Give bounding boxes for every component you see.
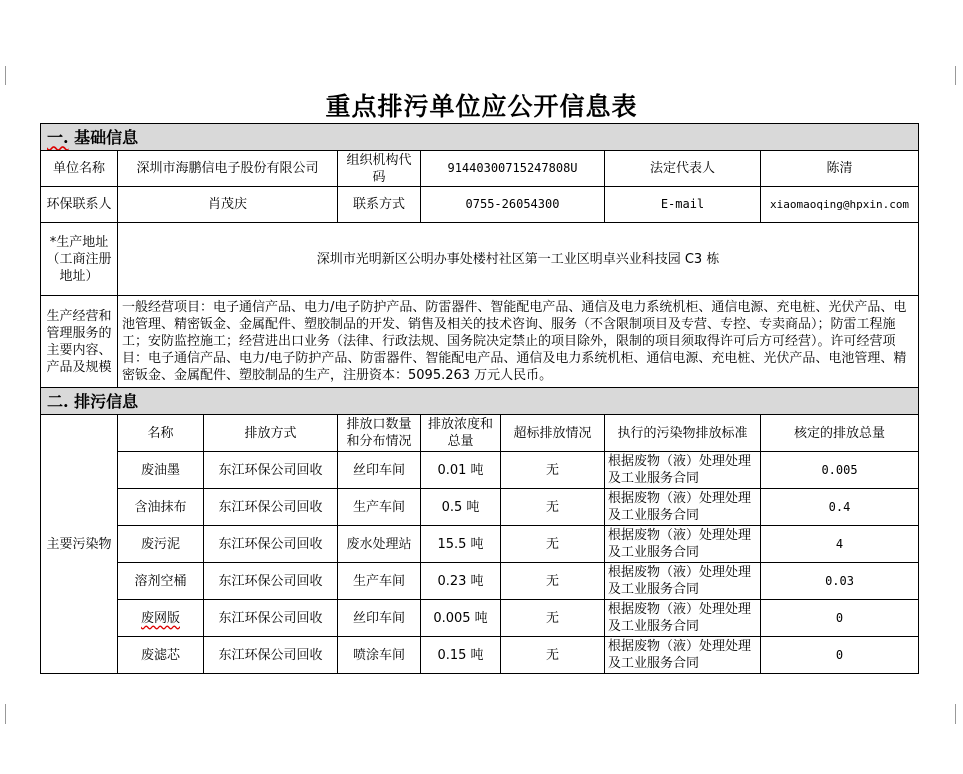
table-row	[41, 563, 919, 600]
table-row	[41, 600, 919, 637]
approved-total: 0	[761, 600, 919, 637]
pollutant-name: 废污泥	[118, 526, 204, 563]
discharge-amount: 0.005 吨	[421, 600, 501, 637]
exceed-status: 无	[501, 452, 605, 489]
page-corner-mark	[5, 704, 6, 724]
pollutant-name: 溶剂空桶	[118, 563, 204, 600]
approved-total: 0.005	[761, 452, 919, 489]
unit-name-value: 深圳市海鹏信电子股份有限公司	[118, 151, 338, 187]
discharge-method: 东江环保公司回收	[204, 452, 338, 489]
section-header-pollution	[41, 388, 919, 415]
email-value: xiaomaoqing@hpxin.com	[761, 187, 919, 223]
pollutant-name: 含油抹布	[118, 489, 204, 526]
exceed-status: 无	[501, 600, 605, 637]
exceed-status: 无	[501, 526, 605, 563]
org-code-label: 组织机构代码	[338, 151, 421, 187]
page-corner-mark	[5, 66, 6, 85]
discharge-method: 东江环保公司回收	[204, 637, 338, 674]
section-title: 排污信息	[74, 391, 139, 411]
discharge-outlet: 丝印车间	[338, 452, 421, 489]
info-table	[40, 123, 919, 674]
page-corner-mark	[955, 66, 956, 85]
discharge-amount: 0.5 吨	[421, 489, 501, 526]
column-header: 超标排放情况	[501, 415, 605, 452]
discharge-amount: 0.15 吨	[421, 637, 501, 674]
discharge-standard: 根据废物（液）处理处理及工业服务合同	[605, 563, 761, 600]
env-contact-label: 环保联系人	[41, 187, 118, 223]
approved-total: 4	[761, 526, 919, 563]
approved-total: 0	[761, 637, 919, 674]
column-header: 名称	[118, 415, 204, 452]
discharge-method: 东江环保公司回收	[204, 563, 338, 600]
pollutant-name: 废油墨	[118, 452, 204, 489]
business-scope-text: 一般经营项目：电子通信产品、电力/电子防护产品、防雷器件、智能配电产品、通信及电力系统机柜、通信电源、充电桩、光伏产品、电池管理、精密钣金、金属配件、塑胶制品的开发、销售及相关的技术咨询、服务（不含限制项目及专营、专控、专卖商品）；防雷工程施工；安防监控施工；经营进出口业务（法律、行政法规、国务院决定禁止的项目除外，限制的项目须取得许可后方可经营）。许可经营项目：电子通信产品、电力/电子防护产品、防雷器件、智能配电产品、通信及电力系统机柜、通信电源、充电桩、光伏产品、电池管理、精密钣金、金属配件、塑胶制品的生产，注册资本：5095.263 万元人民币。	[118, 296, 919, 388]
business-scope-label: 生产经营和管理服务的主要内容、产品及规模	[41, 296, 118, 388]
discharge-outlet: 生产车间	[338, 563, 421, 600]
discharge-outlet: 喷涂车间	[338, 637, 421, 674]
discharge-method: 东江环保公司回收	[204, 600, 338, 637]
discharge-standard: 根据废物（液）处理处理及工业服务合同	[605, 637, 761, 674]
exceed-status: 无	[501, 489, 605, 526]
discharge-method: 东江环保公司回收	[204, 489, 338, 526]
section-number: 一.	[47, 127, 69, 147]
address-label: *生产地址（工商注册地址）	[41, 223, 118, 296]
pollutant-group-label: 主要污染物	[41, 415, 118, 674]
column-header: 核定的排放总量	[761, 415, 919, 452]
column-header: 排放浓度和总量	[421, 415, 501, 452]
column-header: 执行的污染物排放标准	[605, 415, 761, 452]
env-contact-value: 肖茂庆	[118, 187, 338, 223]
discharge-standard: 根据废物（液）处理处理及工业服务合同	[605, 600, 761, 637]
discharge-outlet: 生产车间	[338, 489, 421, 526]
pollutant-name-text: 废网版	[140, 610, 180, 626]
column-header: 排放口数量和分布情况	[338, 415, 421, 452]
section-header-basic	[41, 124, 919, 151]
discharge-amount: 0.01 吨	[421, 452, 501, 489]
table-row	[41, 637, 919, 674]
phone-value: 0755-26054300	[421, 187, 605, 223]
legal-rep-value: 陈清	[761, 151, 919, 187]
page-corner-mark	[955, 704, 956, 724]
unit-name-label: 单位名称	[41, 151, 118, 187]
legal-rep-label: 法定代表人	[605, 151, 761, 187]
pollutant-name: 废滤芯	[118, 637, 204, 674]
email-label: E-mail	[605, 187, 761, 223]
approved-total: 0.4	[761, 489, 919, 526]
table-row	[41, 489, 919, 526]
discharge-amount: 0.23 吨	[421, 563, 501, 600]
approved-total: 0.03	[761, 563, 919, 600]
section-title: 基础信息	[74, 127, 139, 147]
discharge-outlet: 废水处理站	[338, 526, 421, 563]
exceed-status: 无	[501, 637, 605, 674]
org-code-value: 91440300715247808U	[421, 151, 605, 187]
document-title: 重点排污单位应公开信息表	[325, 92, 638, 121]
discharge-standard: 根据废物（液）处理处理及工业服务合同	[605, 526, 761, 563]
address-value: 深圳市光明新区公明办事处楼村社区第一工业区明卓兴业科技园 C3 栋	[118, 223, 919, 296]
discharge-standard: 根据废物（液）处理处理及工业服务合同	[605, 452, 761, 489]
table-row	[41, 452, 919, 489]
column-header: 排放方式	[204, 415, 338, 452]
discharge-method: 东江环保公司回收	[204, 526, 338, 563]
section-number: 二.	[47, 391, 69, 411]
discharge-amount: 15.5 吨	[421, 526, 501, 563]
table-row	[41, 526, 919, 563]
contact-method-label: 联系方式	[338, 187, 421, 223]
discharge-standard: 根据废物（液）处理处理及工业服务合同	[605, 489, 761, 526]
exceed-status: 无	[501, 563, 605, 600]
discharge-outlet: 丝印车间	[338, 600, 421, 637]
pollutant-name	[118, 600, 204, 637]
